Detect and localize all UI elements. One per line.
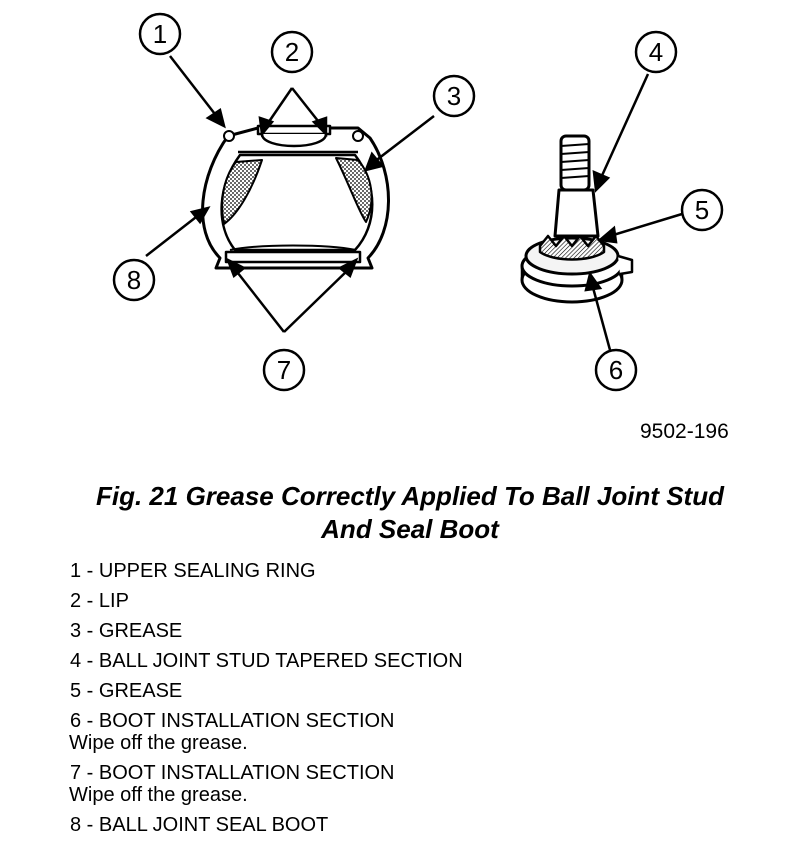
callout-number: 2 — [284, 37, 300, 67]
legend-list — [70, 560, 463, 844]
legend-item — [70, 814, 463, 836]
legend-item-label: 3 - GREASE — [70, 620, 183, 642]
seal-boot-drawing — [203, 126, 389, 270]
figure-code: 9502-196 — [640, 420, 729, 443]
legend-item-note: Wipe off the grease. — [69, 732, 248, 754]
legend-item-label: 8 - BALL JOINT SEAL BOOT — [70, 814, 329, 836]
legend-item — [70, 590, 463, 612]
figure-caption — [0, 480, 800, 546]
callout-number: 6 — [608, 355, 624, 385]
legend-item — [70, 650, 463, 672]
legend-item-label: 2 - LIP — [70, 590, 129, 612]
legend-item-label: 5 - GREASE — [70, 680, 183, 702]
caption-line-2: And Seal Boot — [321, 514, 499, 544]
callout-number: 4 — [648, 37, 664, 67]
callout-number: 5 — [694, 195, 710, 225]
legend-item-label: 6 - BOOT INSTALLATION SECTION — [70, 710, 395, 732]
legend-item — [70, 710, 463, 754]
callout-number: 7 — [276, 355, 292, 385]
callout-number: 8 — [126, 265, 142, 295]
legend-item — [70, 620, 463, 642]
legend-item — [70, 762, 463, 806]
callout-number: 3 — [446, 81, 462, 111]
legend-item-note: Wipe off the grease. — [69, 784, 248, 806]
legend-item — [70, 680, 463, 702]
legend-item-label: 4 - BALL JOINT STUD TAPERED SECTION — [70, 650, 463, 672]
ball-joint-stud-drawing — [522, 136, 632, 302]
callout-number: 1 — [152, 19, 168, 49]
legend-item-label: 7 - BOOT INSTALLATION SECTION — [70, 762, 395, 784]
legend-item-label: 1 - UPPER SEALING RING — [70, 560, 316, 582]
legend-item — [70, 560, 463, 582]
caption-line-1: Fig. 21 Grease Correctly Applied To Ball Joint Stud — [96, 481, 724, 511]
